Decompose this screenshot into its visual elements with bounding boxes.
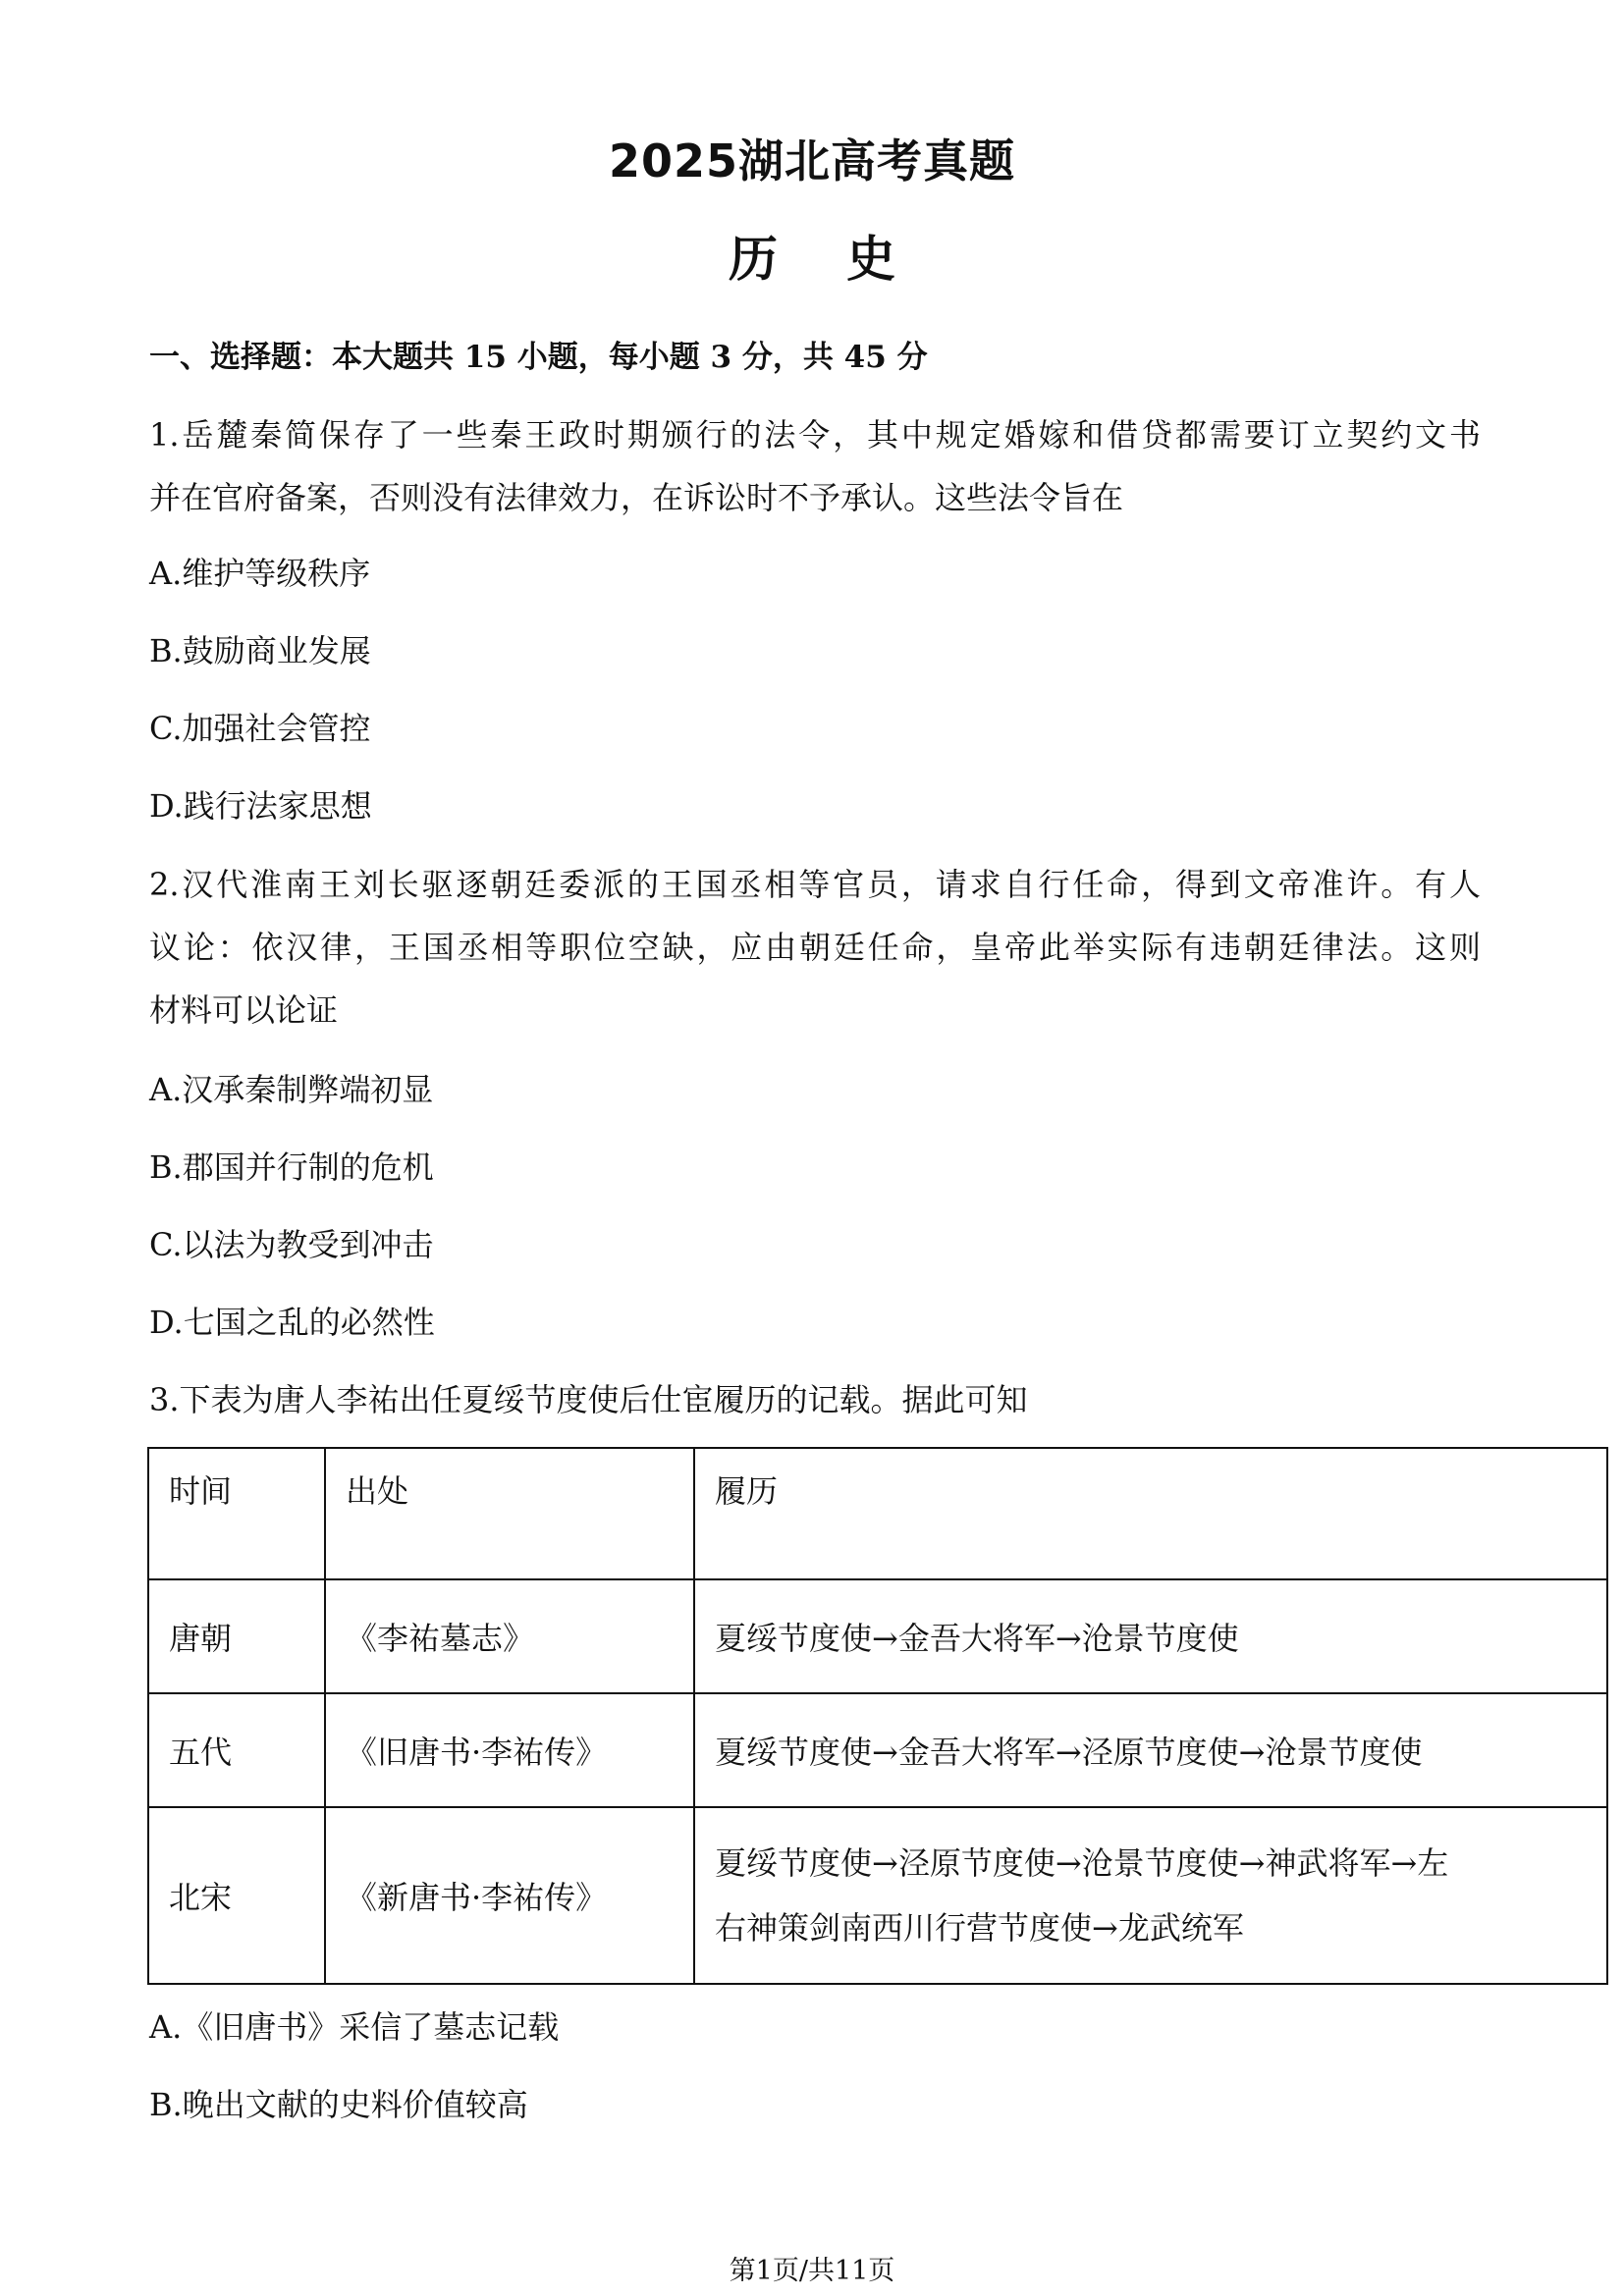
- table-cell-source: 《新唐书·李祐传》: [325, 1807, 694, 1984]
- question-1-stem-line-1: 1.岳麓秦简保存了一些秦王政时期颁行的法令，其中规定婚嫁和借贷都需要订立契约文书: [149, 416, 1481, 454]
- table-header-time: 时间: [148, 1448, 325, 1579]
- question-2-option-b: B.郡国并行制的危机: [149, 1148, 434, 1186]
- question-3-stem-line-1: 3.下表为唐人李祐出任夏绥节度使后仕宦履历的记载。据此可知: [149, 1381, 1028, 1418]
- question-2-option-d: D.七国之乱的必然性: [149, 1304, 435, 1341]
- table-header-record: 履历: [694, 1448, 1607, 1579]
- table-cell-time: 唐朝: [148, 1579, 325, 1693]
- table-row: [148, 1693, 1607, 1807]
- table-cell-record: [694, 1807, 1607, 1984]
- question-3-option-a: A.《旧唐书》采信了墓志记载: [149, 2008, 560, 2046]
- career-table-grid: [147, 1447, 1608, 1985]
- table-row: [148, 1579, 1607, 1693]
- question-1-stem-line-2: 并在官府备案，否则没有法律效力，在诉讼时不予承认。这些法令旨在: [149, 479, 1124, 516]
- subject-title: 历史: [729, 231, 964, 288]
- question-1-option-a: A.维护等级秩序: [149, 555, 371, 592]
- table-cell-time: 五代: [148, 1693, 325, 1807]
- section-heading: 一、选择题：本大题共 15 小题，每小题 3 分，共 45 分: [149, 340, 928, 375]
- table-header-source: 出处: [325, 1448, 694, 1579]
- table-cell-time: 北宋: [148, 1807, 325, 1984]
- question-2-stem-line-3: 材料可以论证: [149, 991, 339, 1029]
- question-2-stem-line-1: 2.汉代淮南王刘长驱逐朝廷委派的王国丞相等官员，请求自行任命，得到文帝准许。有人: [149, 866, 1481, 903]
- question-1-option-b: B.鼓励商业发展: [149, 632, 371, 669]
- table-cell-record: 夏绥节度使→金吾大将军→沧景节度使: [694, 1579, 1607, 1693]
- table-row: [148, 1807, 1607, 1984]
- table-header-row: [148, 1448, 1607, 1579]
- exam-title: 2025湖北高考真题: [608, 134, 1016, 187]
- table-cell-source: 《旧唐书·李祐传》: [325, 1693, 694, 1807]
- question-1-option-c: C.加强社会管控: [149, 710, 371, 747]
- table-cell-record: 夏绥节度使→金吾大将军→泾原节度使→沧景节度使: [694, 1693, 1607, 1807]
- question-1-option-d: D.践行法家思想: [149, 787, 372, 825]
- question-2-stem-line-2: 议论：依汉律，王国丞相等职位空缺，应由朝廷任命，皇帝此举实际有违朝廷律法。这则: [149, 929, 1481, 966]
- page-footer: 第1页/共11页: [729, 2256, 895, 2286]
- question-2-option-c: C.以法为教受到冲击: [149, 1226, 434, 1263]
- question-3-option-b: B.晚出文献的史料价值较高: [149, 2086, 528, 2123]
- question-2-option-a: A.汉承秦制弊端初显: [149, 1071, 434, 1108]
- table-cell-record-line-1: 夏绥节度使→泾原节度使→沧景节度使→神武将军→左: [715, 1844, 1449, 1882]
- career-table: [147, 1447, 1483, 1985]
- table-cell-source: 《李祐墓志》: [325, 1579, 694, 1693]
- table-cell-record-line-2: 右神策剑南西川行营节度使→龙武统军: [715, 1909, 1244, 1947]
